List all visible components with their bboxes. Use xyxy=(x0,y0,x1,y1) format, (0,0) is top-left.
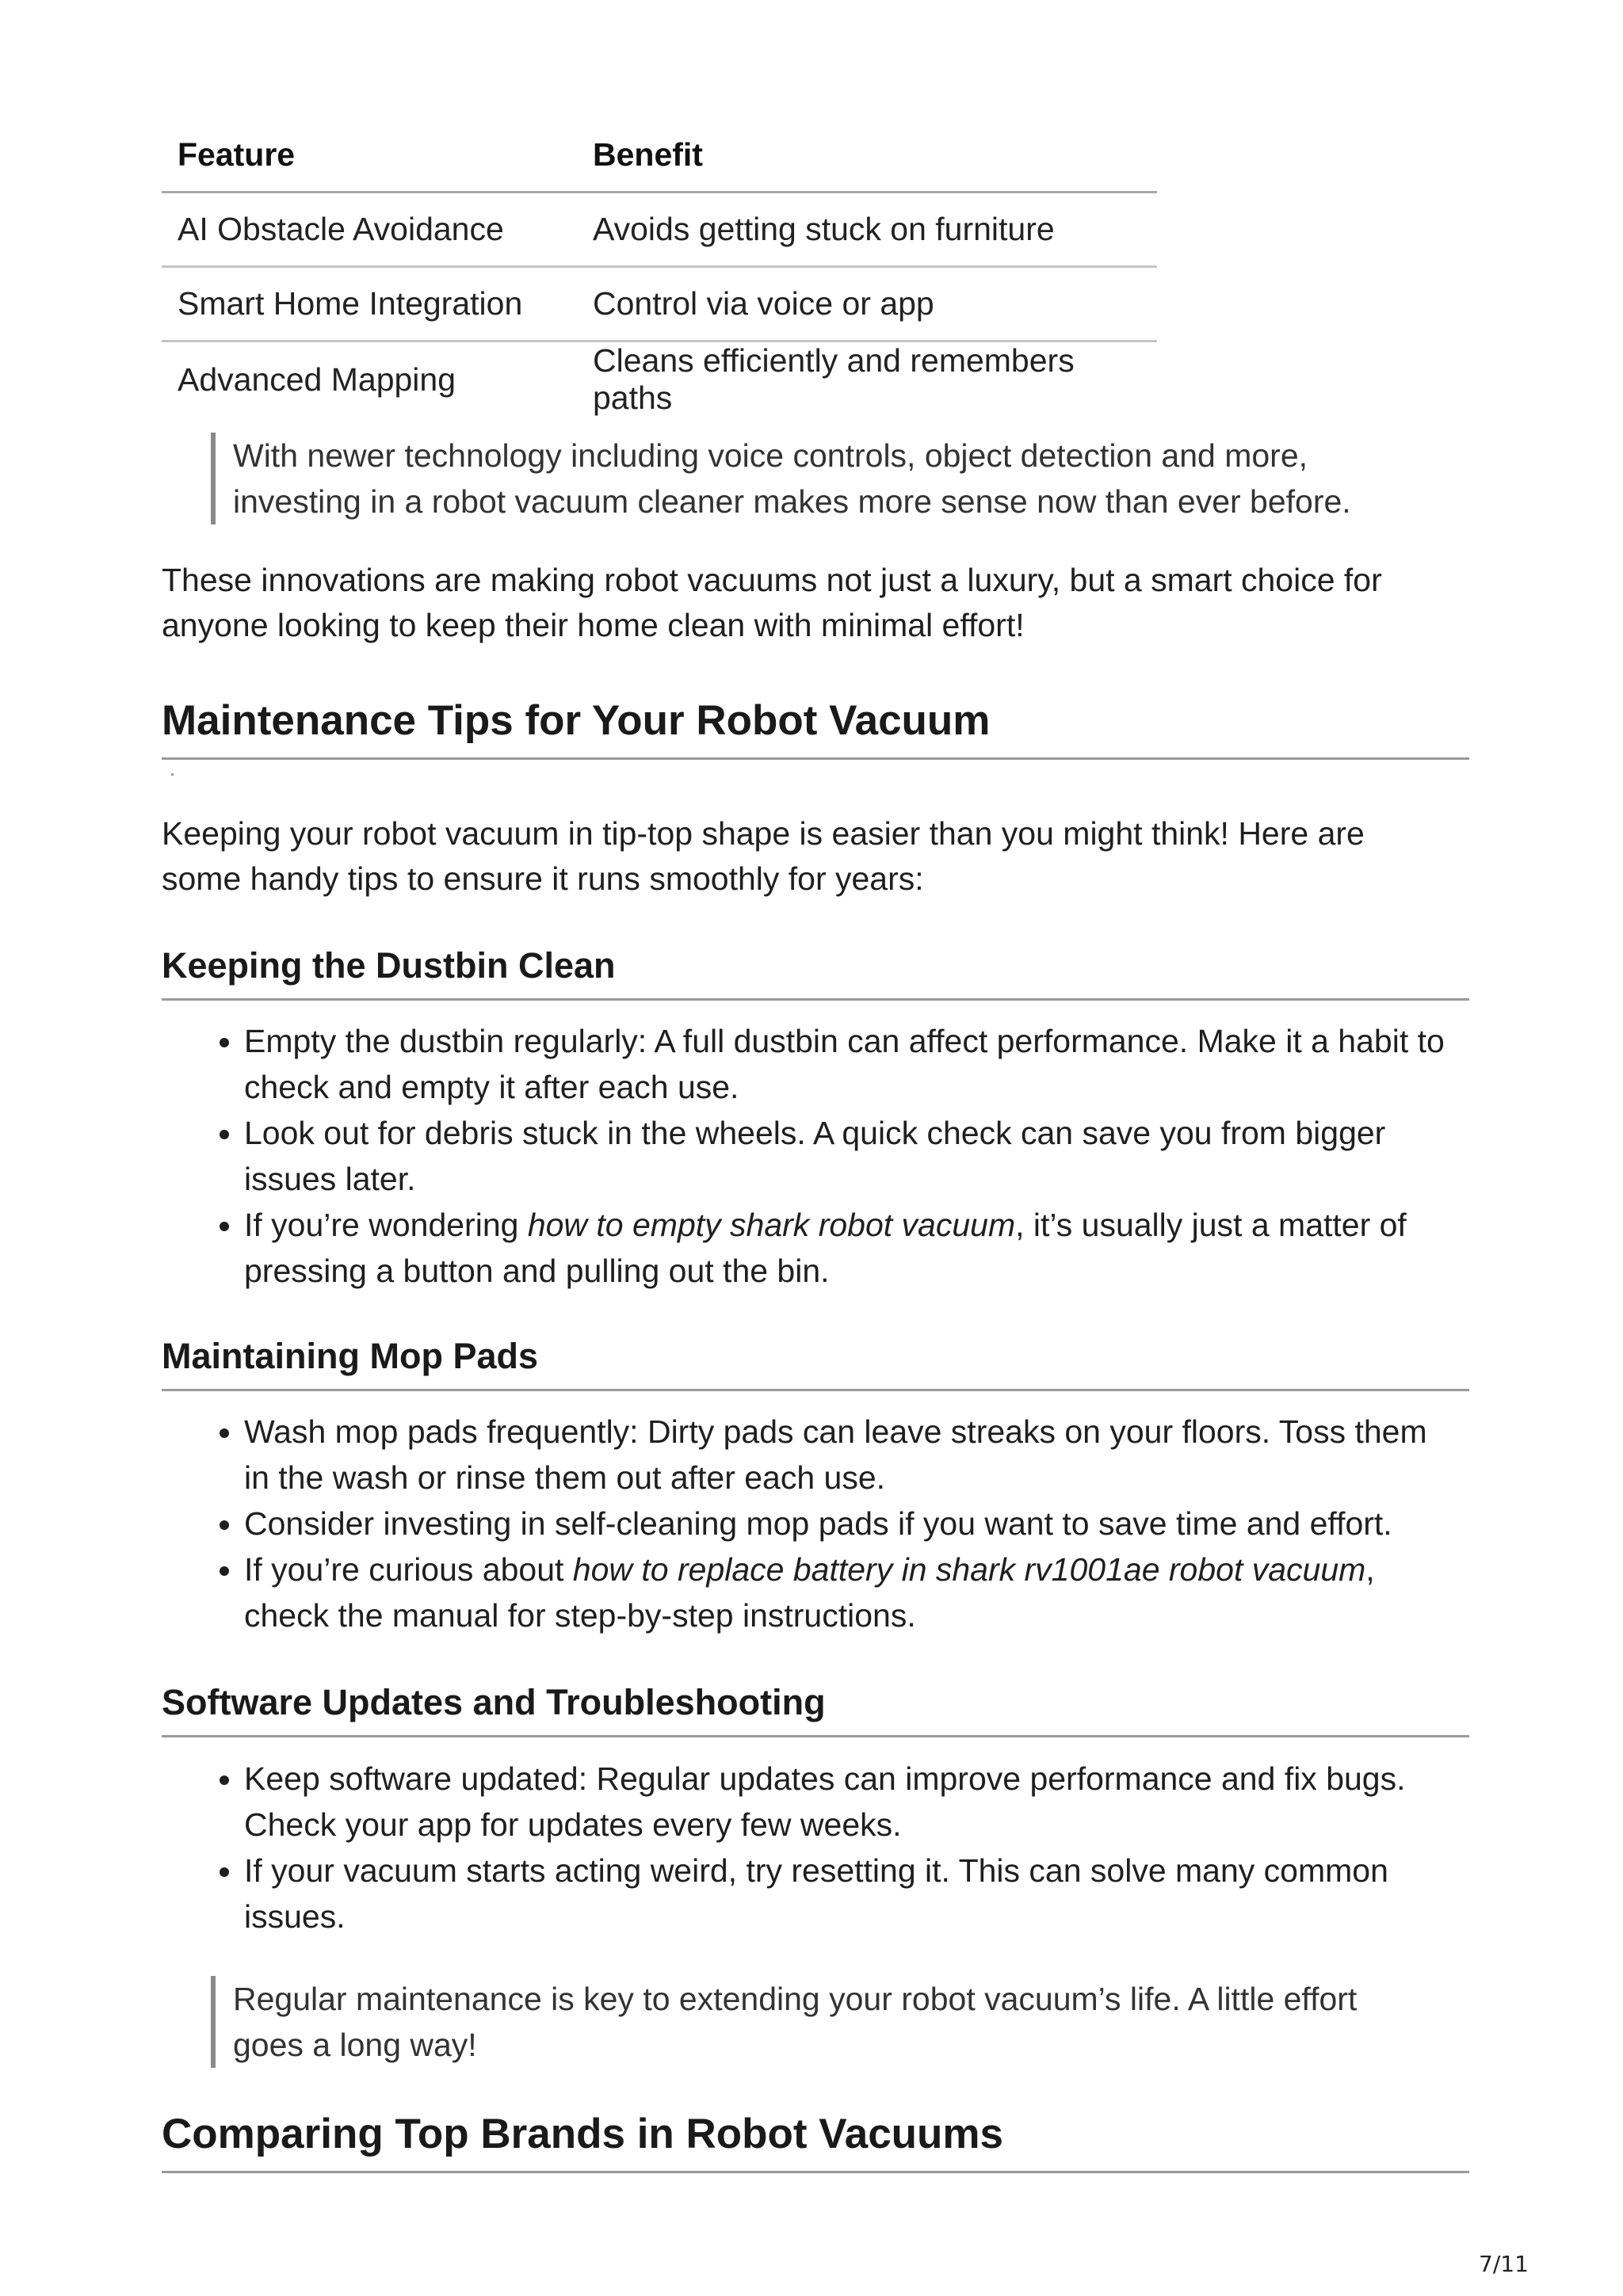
mop-tips-list xyxy=(162,1409,1560,1638)
heading-maintenance-tips: Maintenance Tips for Your Robot Vacuum xyxy=(162,697,1469,760)
table-header-cell: Benefit xyxy=(593,136,703,173)
dustbin-tips-list xyxy=(162,1018,1560,1294)
table-header-cell: Feature xyxy=(178,136,296,173)
quote-line: With newer technology including voice controls, object detection and more, xyxy=(233,437,1308,474)
list-item xyxy=(244,1409,1560,1501)
list-item-line: check and empty it after each use. xyxy=(244,1069,739,1105)
table-cell: Cleans efficiently and remembers paths xyxy=(593,342,1075,416)
list-item-line: • Consider investing in self-cleaning mop pads if you want to save time and effort. xyxy=(244,1505,1392,1542)
list-item-line: in the wash or rinse them out after each use. xyxy=(244,1459,886,1496)
quote-line: goes a long way! xyxy=(233,2027,477,2063)
table-cell: Advanced Mapping xyxy=(178,360,456,398)
table-cell: Smart Home Integration xyxy=(178,285,523,322)
list-item xyxy=(244,1848,1560,1939)
list-item xyxy=(244,1501,1560,1547)
list-item-text: If you’re curious about xyxy=(244,1551,573,1588)
software-tips-list xyxy=(162,1756,1560,1939)
stray-mark xyxy=(171,773,174,776)
list-item-text: , xyxy=(1365,1551,1375,1588)
list-item-line xyxy=(244,1202,1560,1248)
list-item-text: If you’re wondering xyxy=(244,1207,528,1243)
list-item-line: Check your app for updates every few weeks. xyxy=(244,1806,902,1843)
list-item-line: • Wash mop pads frequently: Dirty pads can leave streaks on your floors. Toss them xyxy=(244,1413,1427,1450)
quote-line: Regular maintenance is key to extending your robot vacuum’s life. A little effort xyxy=(233,1981,1358,2017)
quote-line: investing in a robot vacuum cleaner makes more sense now than ever before. xyxy=(233,483,1351,520)
italic-phrase: how to replace battery in shark rv1001ae robot vacuum xyxy=(572,1551,1366,1588)
table-row xyxy=(162,193,1157,267)
paragraph-line: These innovations are making robot vacuums not just a luxury, but a smart choice for xyxy=(162,562,1382,598)
list-item-line: • Empty the dustbin regularly: A full dustbin can affect performance. Make it a habit to xyxy=(244,1023,1445,1059)
blockquote-maintenance xyxy=(211,1976,1357,2068)
heading-dustbin: Keeping the Dustbin Clean xyxy=(162,946,1469,1001)
table-row xyxy=(162,341,1157,418)
table-header-row xyxy=(162,119,1157,193)
list-item xyxy=(244,1202,1560,1294)
paragraph-innovations xyxy=(162,558,1477,648)
list-item-text: , it’s usually just a matter of xyxy=(1015,1207,1407,1243)
table-row xyxy=(162,267,1157,341)
list-item-line: • Look out for debris stuck in the wheels. A quick check can save you from bigger xyxy=(244,1115,1386,1151)
feature-benefit-table xyxy=(162,119,1157,417)
list-item xyxy=(244,1018,1560,1110)
list-item-line: issues. xyxy=(244,1898,346,1935)
list-item-line: • Keep software updated: Regular updates can improve performance and fix bugs. xyxy=(244,1760,1406,1797)
list-item-line: pressing a button and pulling out the bin. xyxy=(244,1253,830,1289)
heading-comparing-brands: Comparing Top Brands in Robot Vacuums xyxy=(162,2111,1469,2173)
italic-phrase: how to empty shark robot vacuum xyxy=(527,1207,1016,1243)
page-number: 7/11 xyxy=(1479,2251,1529,2277)
paragraph-maintenance-intro xyxy=(162,811,1477,902)
table-cell: AI Obstacle Avoidance xyxy=(178,211,504,247)
blockquote-technology xyxy=(211,433,1351,524)
list-item-line: • If your vacuum starts acting weird, try resetting it. This can solve many common xyxy=(244,1852,1388,1889)
list-item-line: check the manual for step-by-step instructions. xyxy=(244,1597,916,1634)
table-cell: Avoids getting stuck on furniture xyxy=(593,211,1055,247)
paragraph-line: Keeping your robot vacuum in tip-top shape is easier than you might think! Here are xyxy=(162,815,1365,852)
table-cell: Control via voice or app xyxy=(593,285,934,322)
list-item-line xyxy=(244,1547,1560,1592)
paragraph-line: some handy tips to ensure it runs smoothly for years: xyxy=(162,860,924,897)
heading-software-updates: Software Updates and Troubleshooting xyxy=(162,1683,1469,1737)
list-item xyxy=(244,1756,1560,1848)
list-item xyxy=(244,1547,1560,1638)
list-item-line: issues later. xyxy=(244,1161,416,1197)
list-item xyxy=(244,1110,1560,1202)
paragraph-line: anyone looking to keep their home clean with minimal effort! xyxy=(162,607,1025,643)
heading-mop-pads: Maintaining Mop Pads xyxy=(162,1337,1469,1391)
